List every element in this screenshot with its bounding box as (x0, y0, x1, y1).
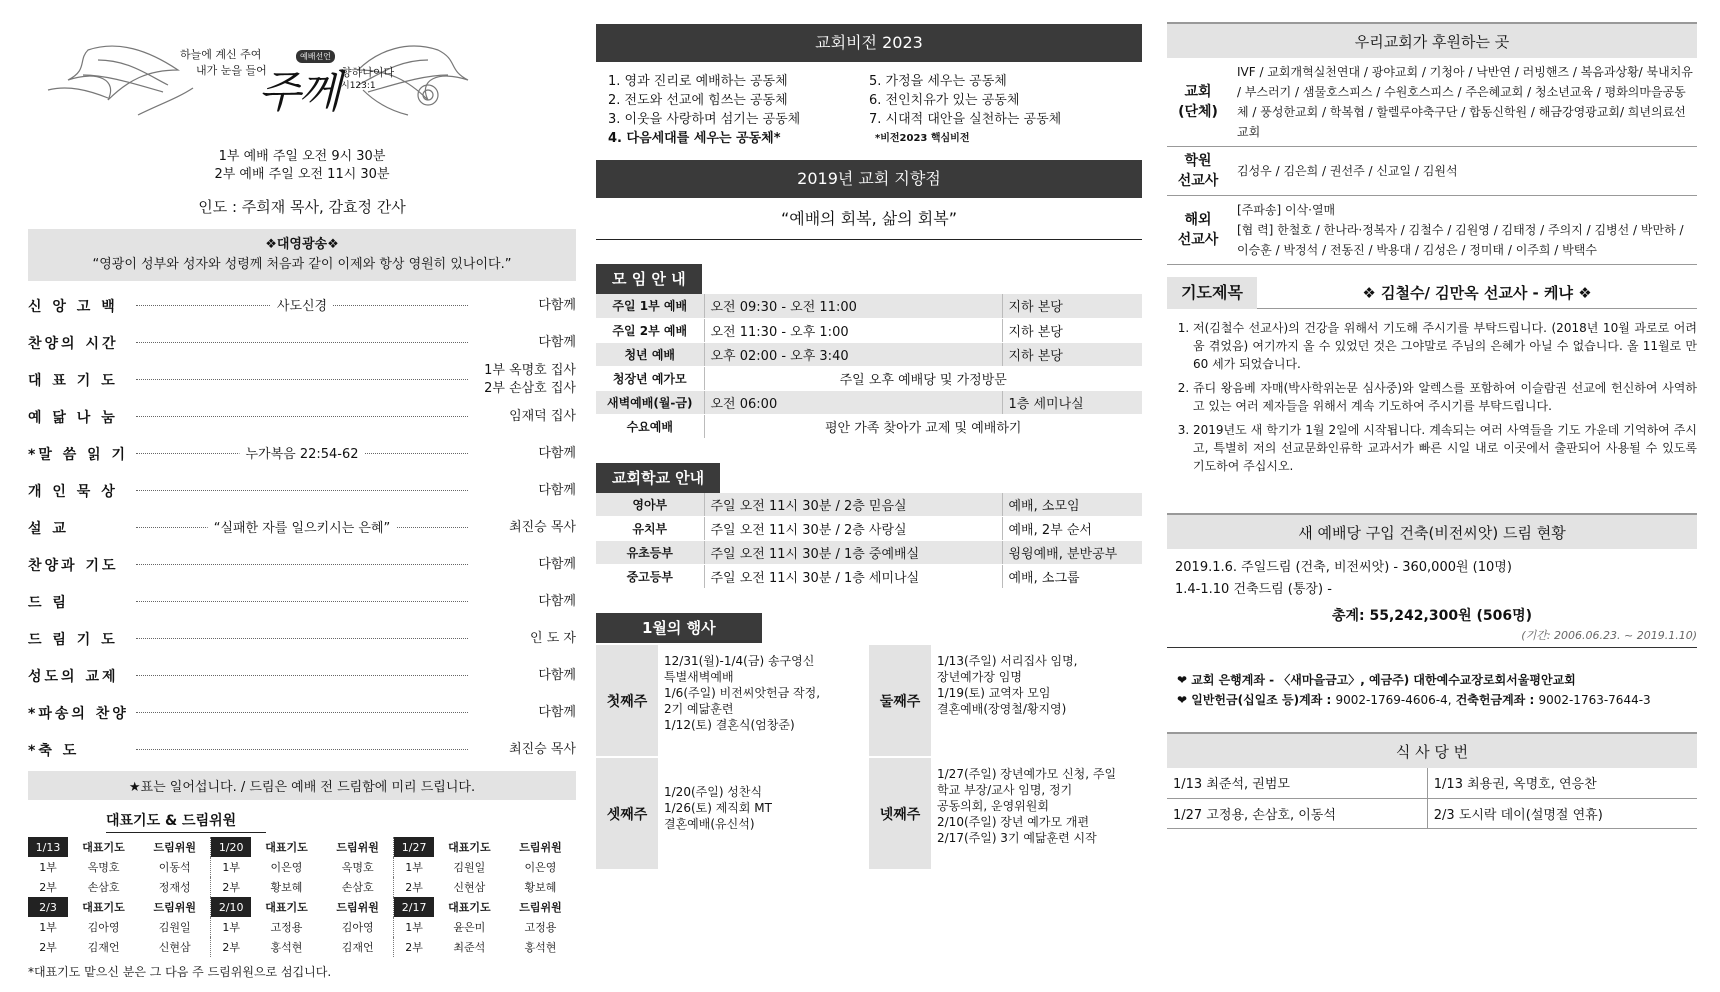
duty-prayer: 김재언 (87, 941, 120, 954)
schedule-row (596, 294, 1142, 318)
order-item-person: 1부 옥명호 집사 2부 손삼호 집사 (484, 362, 576, 396)
schedule-time: 주일 오후 예배당 및 가정방문 (704, 366, 1142, 390)
account-number: 9002-1763-7644-3 (1538, 693, 1651, 707)
order-item-name: 설 교 (28, 520, 69, 537)
order-item-person: 다함께 (538, 445, 576, 461)
duty-part: 2부 (222, 941, 240, 954)
doxology-text: “영광이 성부와 성자와 성령께 처음과 같이 이제와 항상 영원히 있나이다.” (92, 257, 512, 272)
schedule-time: 주일 오전 11시 30분 / 1층 세미나실 (704, 565, 1002, 589)
order-item-name: 성도의 교제 (28, 668, 119, 685)
event-week-label: 셋째주 (596, 758, 658, 871)
order-item-person: 다함께 (538, 704, 576, 720)
meal-table (1167, 768, 1697, 829)
leader-dots (136, 638, 468, 639)
schedule-place: 예배, 소모임 (1002, 493, 1142, 517)
order-item-person: 다함께 (538, 482, 576, 498)
duty-table (28, 837, 576, 957)
schedule-time: 주일 오전 11시 30분 / 2층 사랑실 (704, 517, 1002, 541)
schedule-place: 지하 본당 (1002, 318, 1142, 342)
right-column (1167, 0, 1697, 829)
leader-dots (136, 521, 468, 536)
leader-dots (136, 379, 468, 380)
building-period: (기간: 2006.06.23. ~ 2019.1.10) (1167, 627, 1697, 648)
order-item-person: 임재덕 집사 (509, 408, 576, 424)
duty-prayer-head: 대표기도 (448, 841, 491, 854)
logo-title: 주께 (258, 67, 340, 118)
meal-cell: 1/13 최준석, 권범모 (1167, 768, 1427, 798)
support-list: IVF / 교회개혁실천연대 / 광야교회 / 기청아 / 낙반연 / 러빙핸즈 / 복음과상황/ 북내치유 / 부스러기 / 샘물호스피스 / 수원호스피스 / 주은혜교회 / 청소년교육 / 평화의마을공동체 / 풍성한교회 / 학복협 / 할렐루야축구단 / 합동신학원 / 해금강영광교회/ 희년의료선교회 (1237, 65, 1693, 139)
prayer-subject: ❖ 김철수/ 김만옥 선교사 - 케냐 ❖ (1362, 284, 1592, 302)
duty-offering-head: 드림위원 (519, 901, 562, 914)
leader-dots (136, 416, 468, 417)
event-week-label: 첫째주 (596, 645, 658, 758)
schedule-row (596, 342, 1142, 366)
order-item-name: *말 씀 읽 기 (28, 446, 129, 463)
duty-prayer-head: 대표기도 (82, 841, 125, 854)
order-item (28, 546, 576, 583)
order-item-person: 다함께 (538, 593, 576, 609)
vision-left (608, 72, 869, 148)
vision-right (869, 72, 1130, 148)
duty-prayer: 홍석현 (270, 941, 303, 954)
order-item-person: 다함께 (538, 667, 576, 683)
duty-part: 1부 (222, 861, 240, 874)
duty-prayer: 옥명호 (87, 861, 120, 874)
meal-cell: 1/13 최용권, 옥명호, 연응찬 (1427, 768, 1697, 798)
service-times (28, 148, 576, 184)
order-item-content: “실패한 자를 일으키시는 은혜” (208, 517, 397, 536)
meal-row (1167, 768, 1697, 798)
order-item (28, 435, 576, 472)
schedule-row (596, 414, 1142, 438)
vision-item: 6. 전인치유가 있는 공동체 (869, 93, 1020, 108)
prayer-header (1167, 277, 1697, 309)
school-section (596, 463, 1142, 590)
building-title: 새 예배당 구입 건축(비전씨앗) 드림 현황 (1167, 513, 1697, 549)
duty-offering: 황보혜 (524, 881, 557, 894)
schedule-row (596, 493, 1142, 517)
logo-line-2: 내가 눈을 들어 (196, 64, 267, 77)
schedule-name: 수요예배 (596, 414, 704, 438)
duty-prayer-head: 대표기도 (265, 841, 308, 854)
duty-row (28, 917, 576, 937)
order-item (28, 509, 576, 546)
schedule-place: 예배, 2부 순서 (1002, 517, 1142, 541)
duty-offering: 신현삼 (139, 937, 211, 957)
order-item-name: 대 표 기 도 (28, 372, 118, 389)
order-item (28, 694, 576, 731)
duty-offering: 김원일 (139, 917, 211, 937)
account-label: 건축헌금계좌 : (1455, 693, 1535, 707)
schedule-time: 주일 오전 11시 30분 / 1층 중예배실 (704, 541, 1002, 565)
duty-date: 1/13 (28, 837, 68, 857)
support-organizations (1167, 58, 1697, 147)
building-fund (1167, 513, 1697, 648)
duty-row (28, 937, 576, 957)
duty-offering: 홍석현 (524, 941, 557, 954)
schedule-name: 주일 1부 예배 (596, 294, 704, 318)
order-item (28, 620, 576, 657)
order-item-name: *축 도 (28, 742, 80, 759)
duty-offering-head: 드림위원 (322, 837, 394, 857)
meetings-title: 모 임 안 내 (596, 264, 702, 294)
worship-logo (28, 20, 576, 148)
duty-offering-head: 드림위원 (322, 897, 394, 917)
duty-offering: 이은영 (524, 861, 557, 874)
left-column (28, 0, 576, 980)
duty-row (28, 837, 576, 857)
event-week-4 (869, 758, 1142, 871)
events-title: 1월의 행사 (596, 613, 762, 643)
vision-note: *비전2023 핵심비전 (875, 133, 970, 144)
order-item-content: 누가복음 22:54-62 (239, 443, 364, 462)
order-item (28, 361, 576, 398)
events-section (596, 613, 1142, 871)
order-item (28, 731, 576, 768)
schedule-place: 지하 본당 (1002, 294, 1142, 318)
order-item-person: 인 도 자 (530, 630, 576, 646)
duty-note: *대표기도 맡으신 분은 그 다음 주 드림위원으로 섬깁니다. (28, 965, 332, 979)
duty-part: 2부 (39, 881, 57, 894)
meetings-table (596, 294, 1142, 439)
bank-account-offering (1177, 690, 1697, 710)
event-week-3 (596, 758, 869, 871)
schedule-row (596, 565, 1142, 589)
prayer-item: 3. 2019년도 새 학기가 1월 2일에 시작됩니다. 계속되는 여러 사역들을 기도 가운데 기억하여 주시고, 특별히 저의 선교문화인류학 교과서가 빠른 시일 내로 이곳에서 출판되어 사용될 수 있도록 기도하여 주십시오. (1193, 421, 1697, 475)
schedule-time: 오후 02:00 - 오후 3:40 (704, 342, 1002, 366)
account-number: 9002-1769-4606-4, (1335, 693, 1452, 707)
support-label: 학원 선교사 (1177, 153, 1219, 189)
event-week-detail: 1/13(주일) 서리집사 임명, 장년예가장 임명 1/19(토) 교역자 모임 결혼예배(장영철/황지영) (937, 654, 1078, 716)
leader-dots (136, 490, 468, 491)
duty-part: 1부 (405, 921, 423, 934)
event-week-label: 넷째주 (869, 758, 931, 871)
duty-date: 1/20 (211, 837, 251, 857)
duty-prayer: 고정용 (270, 921, 303, 934)
order-item-person: 다함께 (538, 334, 576, 350)
duty-offering: 정재성 (139, 877, 211, 897)
event-week-label: 둘째주 (869, 645, 931, 758)
order-item-name: 찬양의 시간 (28, 335, 119, 352)
order-item (28, 657, 576, 694)
duty-offering: 김재언 (322, 937, 394, 957)
order-item-name: *파송의 찬양 (28, 705, 129, 722)
order-item-name: 예 닮 나 눔 (28, 409, 118, 426)
duty-row (28, 897, 576, 917)
duty-part: 2부 (222, 881, 240, 894)
bank-account-church: ❤ 교회 은행계좌 - 〈새마을금고〉, 예금주) 대한예수교장로회서울평안교회 (1177, 673, 1576, 687)
duty-offering: 고정용 (524, 921, 557, 934)
standing-notice: ★표는 일어섭니다. / 드림은 예배 전 드림함에 미리 드립니다. (28, 771, 576, 800)
duty-offering: 김아영 (322, 917, 394, 937)
schedule-place: 예배, 소그룹 (1002, 565, 1142, 589)
doxology-title: ❖대영광송❖ (265, 237, 339, 252)
duty-prayer: 윤은미 (453, 921, 486, 934)
duty-part: 1부 (405, 861, 423, 874)
vision-item: 3. 이웃을 사랑하며 섬기는 공동체 (608, 112, 801, 127)
duty-part: 1부 (39, 861, 57, 874)
schedule-row (596, 318, 1142, 342)
duty-prayer: 김원일 (453, 861, 486, 874)
schedule-name: 새벽예배(월-금) (596, 390, 704, 414)
duty-part: 2부 (39, 941, 57, 954)
order-item-person: 최진승 목사 (509, 741, 576, 757)
order-item-name: 신 앙 고 백 (28, 298, 118, 315)
vision-title: 교회비전 2023 (596, 24, 1142, 62)
doxology-box (28, 229, 576, 281)
school-title: 교회학교 안내 (596, 463, 720, 493)
support-label: 해외 선교사 (1177, 212, 1219, 248)
vision-item: 2. 전도와 선교에 힘쓰는 공동체 (608, 93, 788, 108)
vision-item: 5. 가정을 세우는 공동체 (869, 74, 1007, 89)
school-table (596, 493, 1142, 590)
direction-title: 2019년 교회 지향점 (596, 160, 1142, 198)
event-week-detail: 1/27(주일) 장년예가모 신청, 주일 학교 부장/교사 임명, 정기 공동의회, 운영위원회 2/10(주일) 장년 예가모 개편 2/17(주일) 3기 예닮훈련 시작 (937, 767, 1117, 845)
overseas-sent: [주파송] 이삭·열매 (1237, 203, 1336, 217)
duty-prayer-head: 대표기도 (82, 901, 125, 914)
duty-offering: 이동석 (139, 857, 211, 877)
schedule-row (596, 366, 1142, 390)
duty-row (28, 857, 576, 877)
prayer-label: 기도제목 (1167, 277, 1257, 309)
prayer-item: 1. 저(김철수 선교사)의 건강을 위해서 기도해 주시기를 부탁드립니다. (2018년 10월 과로로 어려움 겪었음) 여기까지 올 수 있었던 것은 그야말로 주님의 은혜가 아닐 수 없습니다. 올 11월로 만 60 세가 되었습니다. (1193, 319, 1697, 373)
schedule-name: 주일 2부 예배 (596, 318, 704, 342)
order-item-name: 찬양과 기도 (28, 557, 119, 574)
meetings-section (596, 264, 1142, 439)
support-list: 김성우 / 김은희 / 권선주 / 신교일 / 김원석 (1237, 164, 1458, 178)
order-item-name: 드 림 기 도 (28, 631, 118, 648)
duty-date: 2/17 (394, 897, 434, 917)
event-week-detail: 1/20(주일) 성찬식 1/26(토) 제직회 MT 결혼예배(유신석) (664, 785, 772, 831)
duty-date: 2/10 (211, 897, 251, 917)
duty-prayer: 김아영 (87, 921, 120, 934)
schedule-name: 중고등부 (596, 565, 704, 589)
logo-line-1: 하늘에 계신 주여 (180, 48, 262, 61)
support-label: 교회 (단체) (1178, 84, 1218, 120)
duty-prayer-head: 대표기도 (265, 901, 308, 914)
order-item (28, 287, 576, 324)
duty-prayer: 이은영 (270, 861, 303, 874)
schedule-time: 오전 09:30 - 오전 11:00 (704, 294, 1002, 318)
schedule-row (596, 541, 1142, 565)
duty-prayer: 손삼호 (87, 881, 120, 894)
overseas-partner: [협 력] 한철호 / 한나라·정복자 / 김철수 / 김원영 / 김태정 / 주의지 / 김병선 / 박만하 / 이승훈 / 박정석 / 전동진 / 박용대 / 김성은 / 정미태 / 이주희 / 박택수 (1237, 223, 1684, 257)
meal-title: 식 사 당 번 (1167, 732, 1697, 768)
prayer-list (1193, 319, 1697, 475)
order-item (28, 472, 576, 509)
building-row: 1.4-1.10 건축드림 (통장) - (1175, 582, 1332, 597)
events-col-right (869, 645, 1142, 871)
meal-duty (1167, 732, 1697, 829)
meal-cell: 2/3 도시락 데이(설명절 연휴) (1427, 798, 1697, 828)
support-overseas (1167, 196, 1697, 265)
middle-column (596, 0, 1142, 871)
schedule-name: 청장년 예가모 (596, 366, 704, 390)
order-item-person: 최진승 목사 (509, 519, 576, 535)
order-item-person: 다함께 (538, 556, 576, 572)
duty-prayer: 황보혜 (270, 881, 303, 894)
event-week-2 (869, 645, 1142, 758)
schedule-place: 윙윙예배, 분반공부 (1002, 541, 1142, 565)
event-week-1 (596, 645, 869, 758)
duty-offering: 손삼호 (322, 877, 394, 897)
leader-dots (136, 564, 468, 565)
schedule-time: 주일 오전 11시 30분 / 2층 믿음실 (704, 493, 1002, 517)
order-item (28, 398, 576, 435)
duty-part: 1부 (39, 921, 57, 934)
schedule-time: 오전 06:00 (704, 390, 1002, 414)
order-item-person: 다함께 (538, 297, 576, 313)
vision-list (596, 62, 1142, 148)
leader-dots (136, 447, 468, 462)
duty-part: 2부 (405, 941, 423, 954)
duty-part: 1부 (222, 921, 240, 934)
order-item-content: 사도신경 (271, 295, 333, 314)
support-campus (1167, 147, 1697, 196)
schedule-row (596, 517, 1142, 541)
leader-dots (136, 749, 468, 750)
logo-line-3: 향하나이다 (341, 66, 395, 79)
logo-badge: 예배선언 (296, 50, 335, 63)
duty-offering-head: 드림위원 (139, 897, 211, 917)
vision-item: 1. 영과 진리로 예배하는 공동체 (608, 74, 788, 89)
duty-title: 대표기도 & 드림위원 (106, 810, 266, 833)
vision-item: 7. 시대적 대안을 실천하는 공동체 (869, 112, 1062, 127)
leader-dots (136, 675, 468, 676)
events-col-left (596, 645, 869, 871)
meal-row (1167, 798, 1697, 828)
meal-cell: 1/27 고정용, 손삼호, 이동석 (1167, 798, 1427, 828)
duty-offering-head: 드림위원 (519, 841, 562, 854)
order-item-name: 드 림 (28, 594, 69, 611)
duty-date: 1/27 (394, 837, 434, 857)
service-time-1: 1부 예배 주일 오전 9시 30분 (218, 149, 386, 164)
leader-dots (136, 601, 468, 602)
duty-prayer-head: 대표기도 (448, 901, 491, 914)
order-item-name: 개 인 묵 상 (28, 483, 118, 500)
events-grid (596, 643, 1142, 871)
duty-offering: 옥명호 (322, 857, 394, 877)
prayer-item: 2. 쥬디 왕음베 자매(박사학위논문 심사중)와 알렉스를 포함하여 이슬람권 선교에 헌신하여 사역하고 있는 여러 제자들을 위해서 계속 기도하여 주시기를 부탁드립니다. (1193, 379, 1697, 415)
direction-motto: “예배의 회복, 삶의 회복” (596, 198, 1142, 240)
bank-accounts (1167, 670, 1697, 710)
leader-dots (136, 299, 468, 314)
leader-dots (136, 342, 468, 343)
logo-reference: 시123:1 (341, 81, 376, 91)
order-of-worship (28, 287, 576, 768)
duty-row (28, 877, 576, 897)
schedule-row (596, 390, 1142, 414)
order-item (28, 324, 576, 361)
vision-item-core: 4. 다음세대를 세우는 공동체* (608, 131, 781, 146)
schedule-place: 지하 본당 (1002, 342, 1142, 366)
duty-prayer: 신현삼 (453, 881, 486, 894)
schedule-name: 영아부 (596, 493, 704, 517)
schedule-place: 1층 세미나실 (1002, 390, 1142, 414)
duty-offering-head: 드림위원 (139, 837, 211, 857)
support-list (1229, 200, 1697, 260)
leader-dots (136, 712, 468, 713)
support-title: 우리교회가 후원하는 곳 (1167, 22, 1697, 58)
order-item (28, 583, 576, 620)
duty-part: 2부 (405, 881, 423, 894)
schedule-name: 청년 예배 (596, 342, 704, 366)
worship-leader: 인도 : 주희재 목사, 감효정 간사 (198, 198, 406, 216)
schedule-time: 평안 가족 찾아가 교제 및 예배하기 (704, 414, 1142, 438)
duty-date: 2/3 (28, 897, 68, 917)
duty-prayer: 최준석 (453, 941, 486, 954)
building-total: 총계: 55,242,300원 (506명) (1331, 608, 1533, 624)
schedule-time: 오전 11:30 - 오후 1:00 (704, 318, 1002, 342)
building-row: 2019.1.6. 주일드림 (건축, 비전씨앗) - 360,000원 (10명) (1175, 560, 1512, 575)
account-label: ❤ 일반헌금(십일조 등)계좌 : (1177, 693, 1332, 707)
service-time-2: 2부 예배 주일 오전 11시 30분 (214, 167, 390, 182)
event-week-detail: 12/31(월)-1/4(금) 송구영신 특별새벽예배 1/6(주일) 비전씨앗헌금 작정, 2기 예닮훈련 1/12(토) 결혼식(엄창준) (664, 654, 821, 732)
schedule-name: 유초등부 (596, 541, 704, 565)
schedule-name: 유치부 (596, 517, 704, 541)
